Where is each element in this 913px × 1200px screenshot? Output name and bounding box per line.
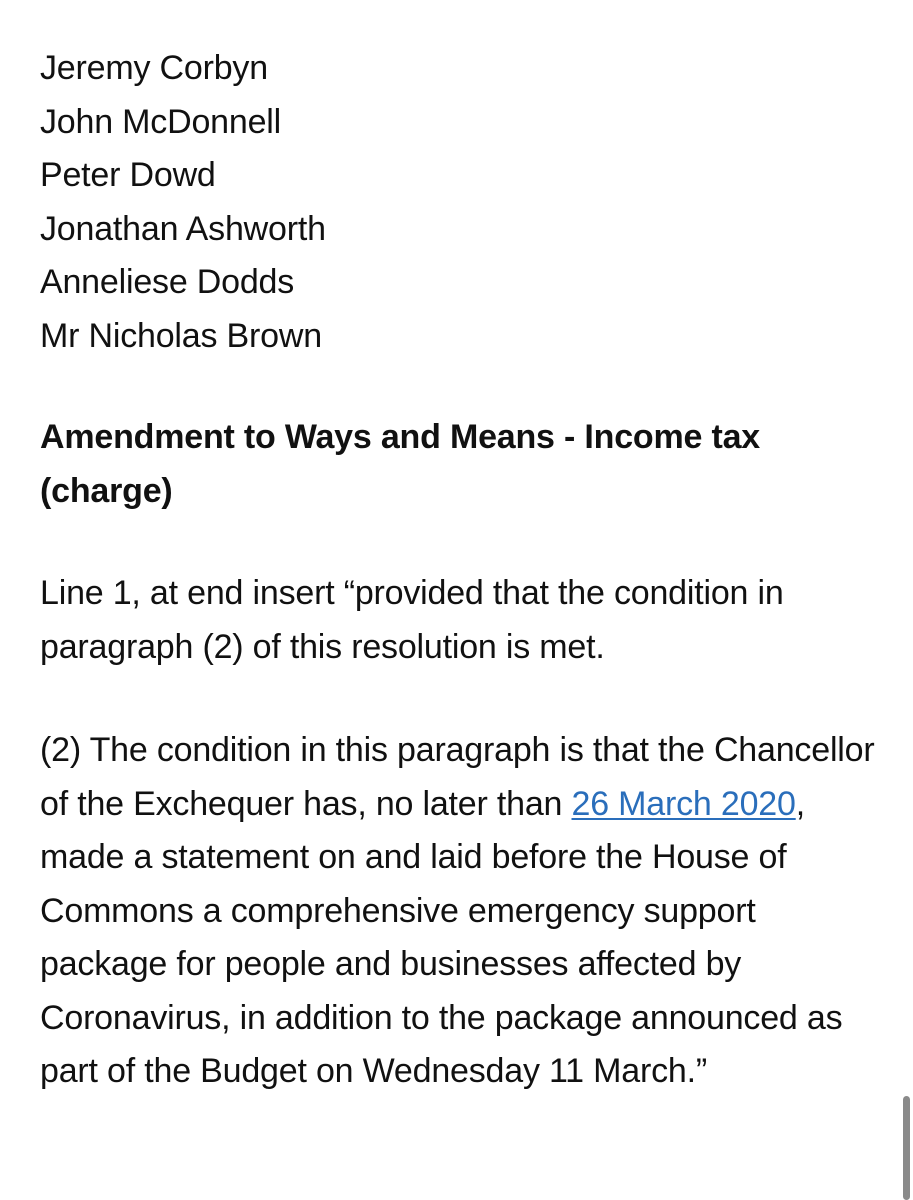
signatory-list bbox=[40, 42, 880, 363]
document-page bbox=[40, 42, 880, 1099]
signatory-name: Mr Nicholas Brown bbox=[40, 316, 322, 355]
amendment-paragraph-1: Line 1, at end insert “provided that the condition in paragraph (2) of this resolution is met. bbox=[40, 574, 784, 666]
signatory-name: John McDonnell bbox=[40, 102, 281, 141]
signatory-name: Peter Dowd bbox=[40, 156, 216, 194]
date-link[interactable]: 26 March 2020 bbox=[571, 784, 796, 823]
signatory-name: Jeremy Corbyn bbox=[40, 49, 268, 87]
paragraph-2-text-after-link: , made a statement on and laid before the House of Commons a comprehensive emergency support package for people and businesses affected by Coronavirus, in addition to the package announced as part of the Budget on Wednesday 11 March.” bbox=[40, 784, 843, 1090]
vertical-scrollbar[interactable] bbox=[903, 1096, 910, 1200]
amendment-paragraph-2 bbox=[40, 724, 880, 1099]
signatory-name: Anneliese Dodds bbox=[40, 263, 295, 301]
paragraph-2-text-before-link: (2) The condition in this paragraph is that the Chancellor of the Exchequer has, no later than bbox=[40, 731, 875, 823]
signatory-name: Jonathan Ashworth bbox=[40, 209, 326, 248]
amendment-heading: Amendment to Ways and Means - Income tax (charge) bbox=[40, 418, 760, 510]
